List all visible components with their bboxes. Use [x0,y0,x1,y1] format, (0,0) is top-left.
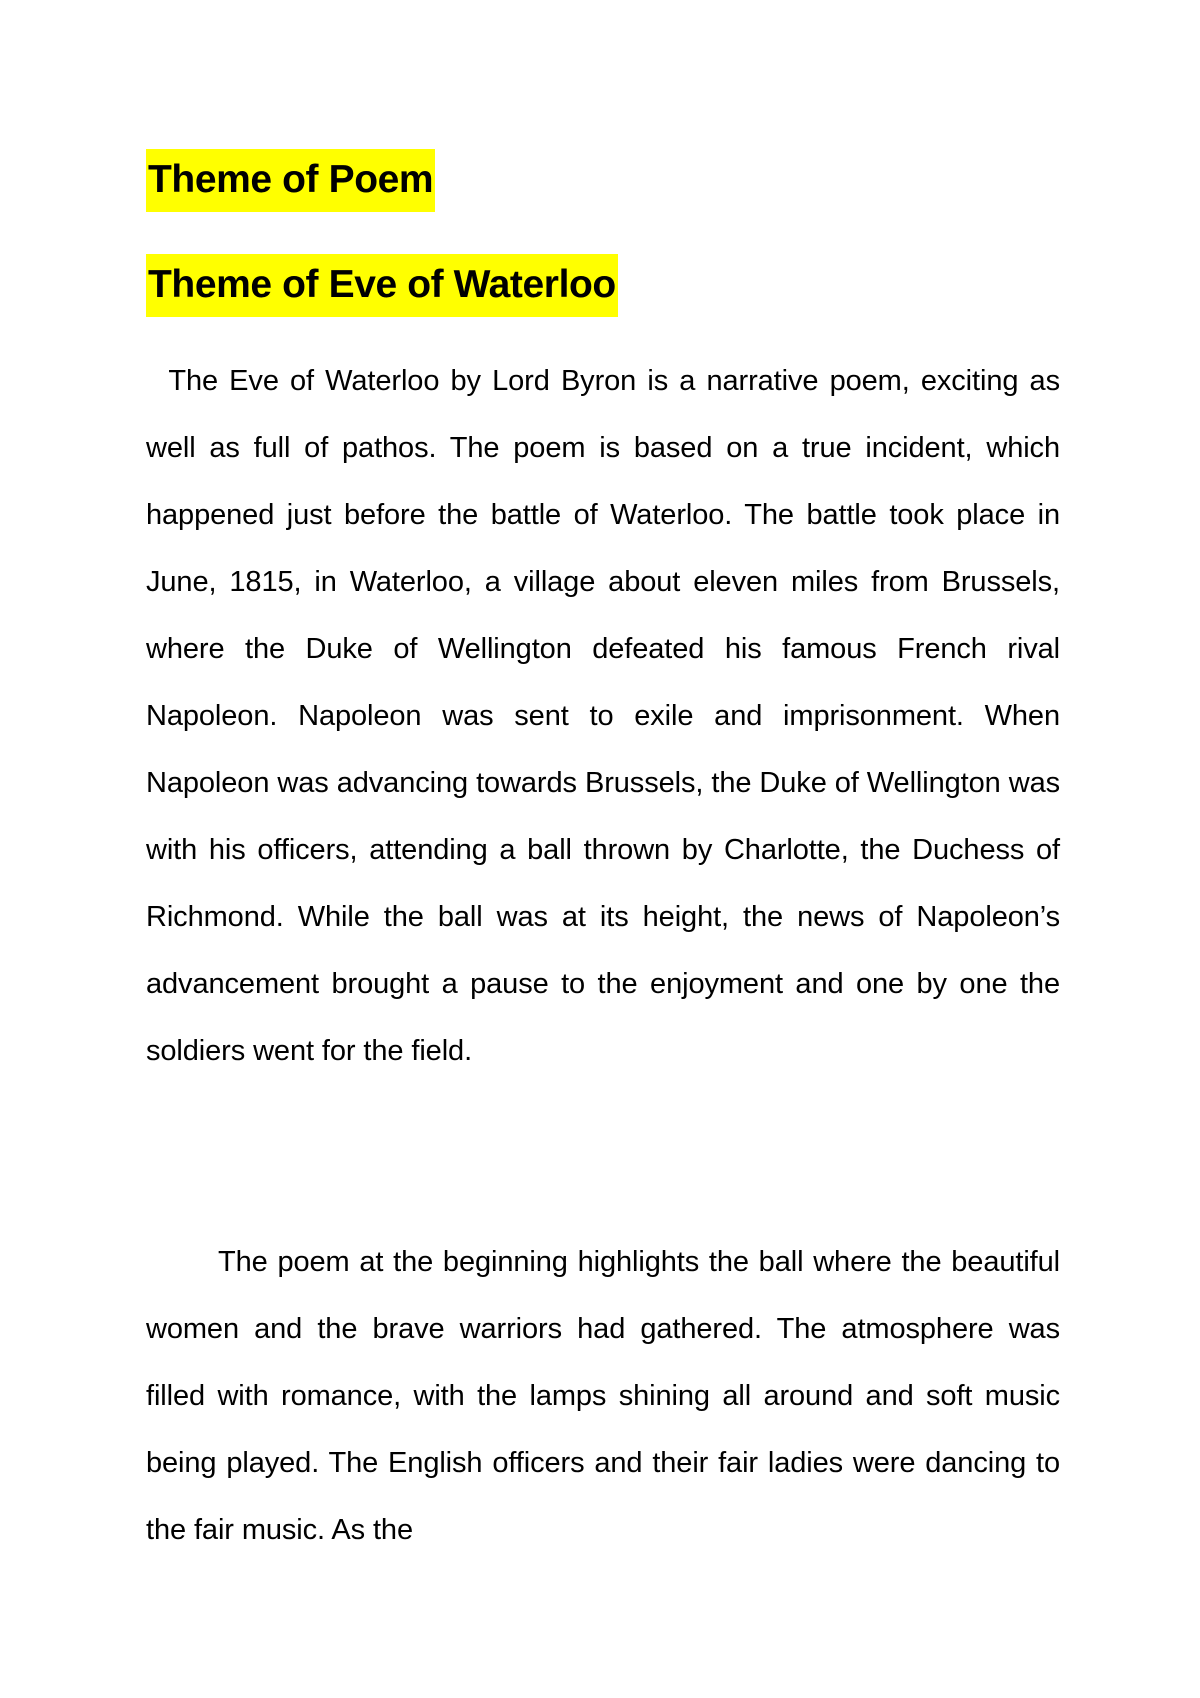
paragraph-1: The Eve of Waterloo by Lord Byron is a narrative poem, exciting as well as full of pathos. The poem is based on a true incident, which happened just before the battle of Waterloo. The battle took place in June, 1815, in Waterloo, a village about eleven miles from Brussels, where the Duke of Wellington defeated his famous French rival Napoleon. Napoleon was sent to exile and imprisonment. When Napoleon was advancing towards Brussels, the Duke of Wellington was with his officers, attending a ball thrown by Charlotte, the Duchess of Richmond. While the ball was at its height, the news of Napoleon’s advancement brought a pause to the enjoyment and one by one the soldiers went for the field. [146,365,1068,1067]
paragraph-2: The poem at the beginning highlights the ball where the beautiful women and the brave warriors had gathered. The atmosphere was filled with romance, with the lamps shining all around and soft music being played. The English officers and their fair ladies were dancing to the fair music. As the [146,1246,1060,1546]
page-title-highlight: Theme of Poem [146,149,435,212]
section-title [146,265,618,304]
page-title [146,160,435,199]
section-title-highlight: Theme of Eve of Waterloo [146,254,618,317]
